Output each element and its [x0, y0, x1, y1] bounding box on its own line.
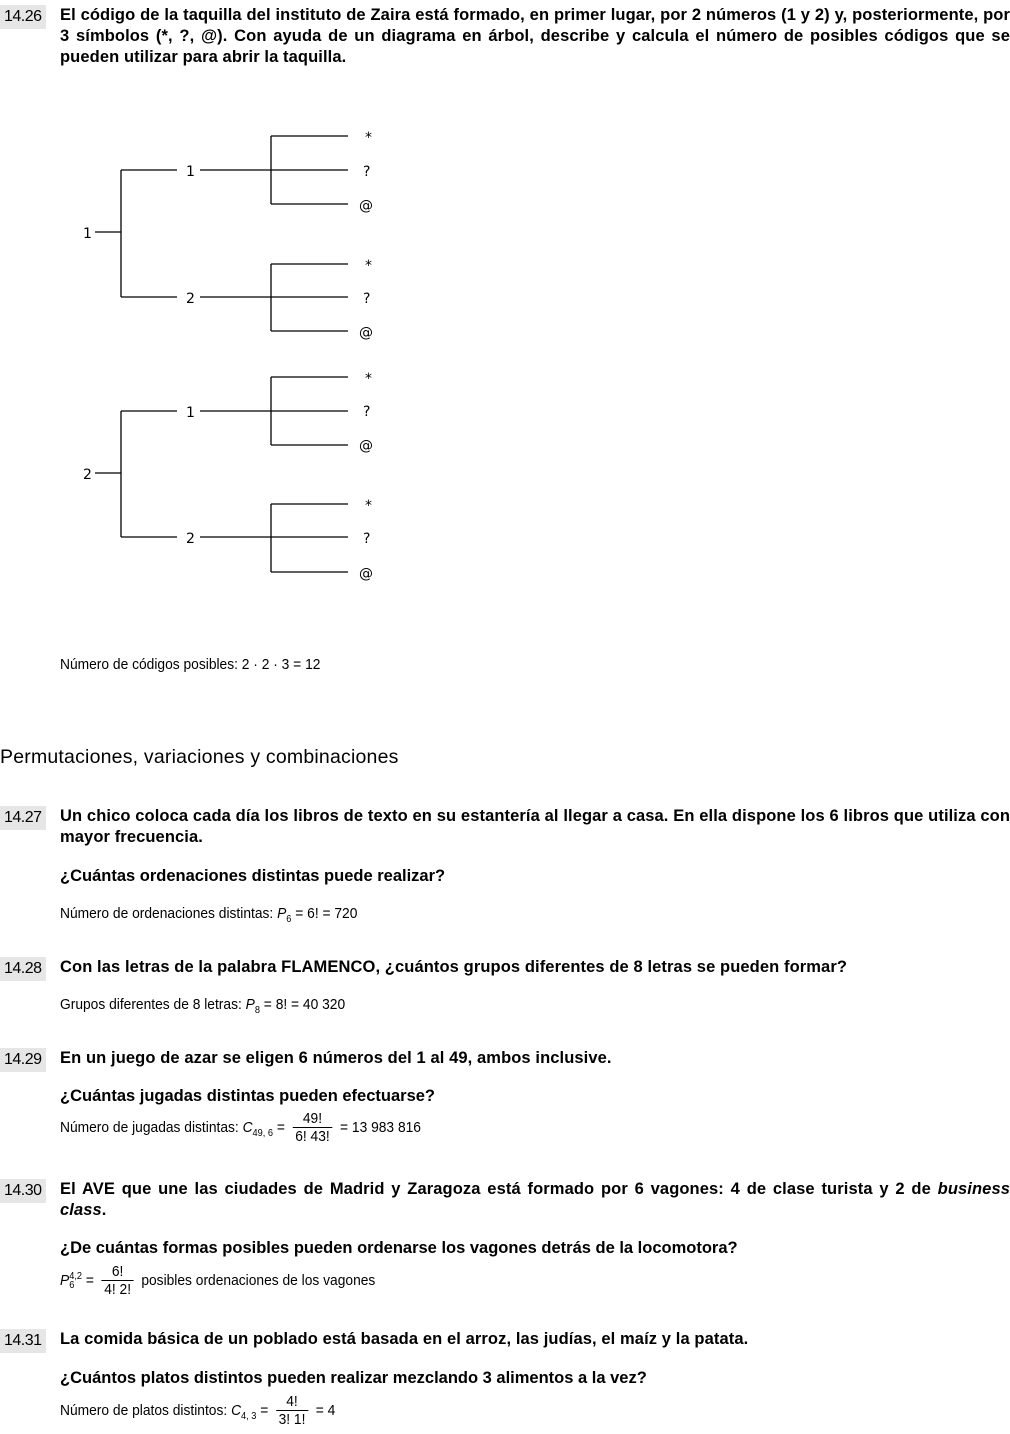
tree-root-label: 2: [83, 467, 92, 483]
problem-number: 14.28: [0, 957, 46, 981]
answer-result: = 13 983 816: [340, 1118, 421, 1136]
math-superscript: 4,2: [69, 1271, 83, 1282]
problem-statement: Un chico coloca cada día los libros de texto en su estantería al llegar a casa. En ella dispone los 6 libros que utiliza con mayor frecuencia.: [60, 807, 1010, 846]
tree-root-label: 1: [83, 226, 92, 242]
tree-leaf-label: ?: [363, 531, 371, 547]
tree-node-label: 1: [186, 164, 195, 180]
tree-node-label: 2: [186, 291, 195, 307]
math-symbol: C: [231, 1401, 242, 1419]
statement-text: .: [101, 1201, 107, 1219]
problem-statement: [60, 1179, 1010, 1221]
answer-result: = 4: [315, 1401, 336, 1419]
problem-question: ¿Cuántas jugadas distintas pueden efectuarse?: [60, 1087, 436, 1105]
tree-node-label: 1: [186, 405, 195, 421]
tree-leaf-label: ?: [363, 404, 371, 420]
problem-question: ¿Cuántas ordenaciones distintas puede realizar?: [60, 867, 446, 885]
tree-diagram: [0, 0, 420, 600]
fraction: [292, 1110, 332, 1146]
fraction: [101, 1263, 133, 1299]
tree-leaf-label: *: [365, 498, 372, 514]
fraction-numerator: 49!: [292, 1110, 332, 1128]
math-symbol: C: [242, 1118, 253, 1136]
tree-node-label: 2: [186, 531, 195, 547]
problem-statement: La comida básica de un poblado está basada en el arroz, las judías, el maíz y la patata.: [60, 1330, 749, 1348]
problem-statement: En un juego de azar se eligen 6 números del 1 al 49, ambos inclusive.: [60, 1049, 612, 1067]
problem-statement: Con las letras de la palabra FLAMENCO, ¿cuántos grupos diferentes de 8 letras se pueden formar?: [60, 958, 848, 976]
answer: [60, 1393, 335, 1429]
answer: [60, 904, 357, 930]
tree-leaf-label: @: [359, 566, 373, 582]
answer-result: = 8! = 40 320: [259, 996, 346, 1013]
tree-leaf-label: ?: [363, 291, 371, 307]
tree-leaf-label: ?: [363, 164, 371, 180]
section-title: Permutaciones, variaciones y combinaciones: [0, 746, 399, 768]
equals-sign: =: [256, 1401, 269, 1419]
math-symbol: P: [60, 1271, 70, 1289]
fraction-numerator: 4!: [276, 1393, 308, 1411]
math-symbol: P: [245, 996, 255, 1013]
answer: [60, 1110, 421, 1146]
problem-number: 14.31: [0, 1329, 46, 1353]
answer-result: = 6! = 720: [291, 905, 358, 922]
fraction-denominator: 4! 2!: [104, 1281, 132, 1298]
math-subscript: 49, 6: [252, 1127, 274, 1139]
problem-statement: El código de la taquilla del instituto de Zaira está formado, en primer lugar, por 2 números (1 y 2) y, posteriormente, por 3 símbolos (*, ?, @). Con ayuda de un diagrama en árbol, describe y calcula el número de posibles códigos que se pueden utilizar para abrir la taquilla.: [60, 6, 1010, 66]
tree-leaf-label: *: [365, 258, 372, 274]
tree-leaf-label: *: [365, 130, 372, 146]
problem-question: ¿De cuántas formas posibles pueden ordenarse los vagones detrás de la locomotora?: [60, 1239, 738, 1257]
answer-prefix: Grupos diferentes de 8 letras:: [60, 996, 246, 1013]
problem-number: 14.27: [0, 806, 46, 830]
answer: [60, 1263, 375, 1299]
answer: Número de códigos posibles: 2 · 2 · 3 = 12: [60, 656, 321, 673]
answer-prefix: Número de jugadas distintas:: [60, 1118, 243, 1136]
math-subscript: 8: [254, 1005, 260, 1016]
tree-leaf-label: @: [359, 438, 373, 454]
fraction-denominator: 3! 1!: [278, 1411, 306, 1428]
tree-leaf-label: @: [359, 198, 373, 214]
problem-question: ¿Cuántos platos distintos pueden realizar mezclando 3 alimentos a la vez?: [60, 1369, 647, 1387]
statement-text: El AVE que une las ciudades de Madrid y Zaragoza está formado por 6 vagones: 4 de clase turista y 2 de: [60, 1180, 938, 1198]
equals-sign: =: [273, 1118, 285, 1136]
answer-prefix: Número de ordenaciones distintas:: [60, 905, 278, 922]
statement-italic: business class: [60, 1180, 1010, 1219]
answer-result: posibles ordenaciones de los vagones: [141, 1271, 376, 1289]
answer: [60, 995, 345, 1021]
equals-sign: =: [82, 1271, 94, 1289]
problem-number: 14.30: [0, 1179, 46, 1203]
math-subscript: 6: [286, 914, 292, 925]
math-symbol: P: [277, 905, 287, 922]
math-subscript: 6: [69, 1280, 75, 1291]
math-subscript: 4, 3: [241, 1410, 257, 1422]
fraction-denominator: 6! 43!: [295, 1128, 330, 1145]
fraction: [276, 1393, 308, 1429]
answer-prefix: Número de platos distintos:: [60, 1401, 232, 1419]
tree-leaf-label: @: [359, 325, 373, 341]
tree-leaf-label: *: [365, 371, 372, 387]
problem-number: 14.29: [0, 1048, 46, 1072]
fraction-numerator: 6!: [101, 1263, 133, 1281]
problem-number: 14.26: [0, 5, 46, 29]
